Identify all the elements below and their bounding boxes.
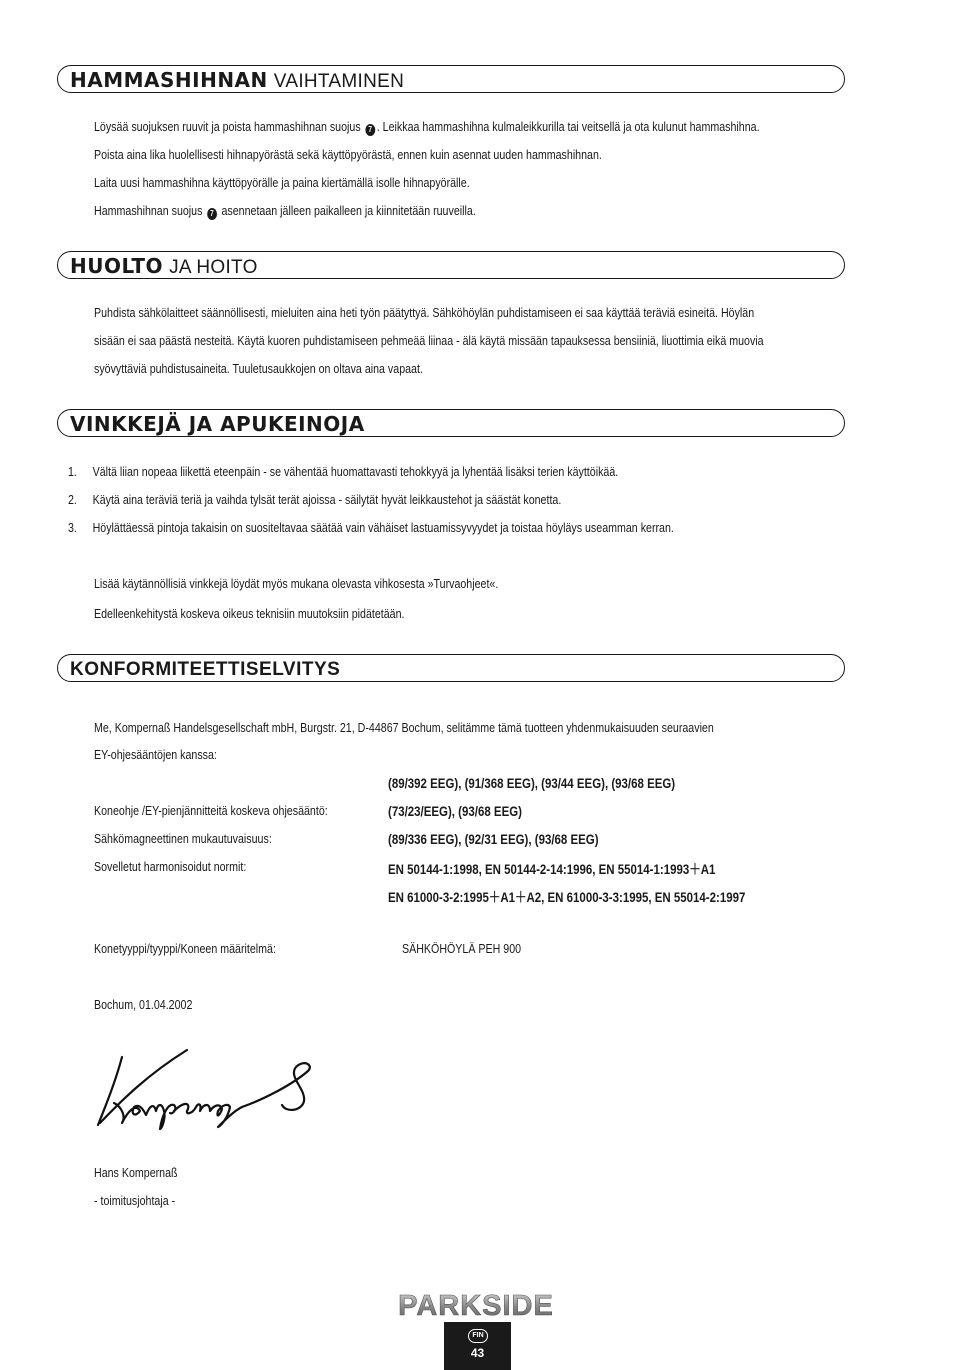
section-title-light: VAIHTAMINEN (273, 71, 405, 92)
belt-line: Poista aina lika huolellisesti hihnapyörästä sekä käyttöpyörästä, ennen kuin asennat uuden hammashihnan. (94, 147, 602, 162)
signer-title: - toimitusjohtaja - (94, 1193, 176, 1208)
care-line: Puhdista sähkölaitteet säännöllisesti, mieluiten aina heti työn päätyttyä. Sähköhöylän puhdistamiseen ei saa käyttää teräviä esineitä. Höylän (94, 305, 755, 320)
belt-line (94, 197, 760, 225)
tips-list (68, 458, 674, 542)
belt-line-text: Hammashihnan suojus (94, 203, 203, 218)
list-item-text: Käytä aina teräviä teriä ja vaihda tylsät terät ajoissa - säilytät hyvät leikkaustehot ja säästät konetta. (92, 492, 562, 507)
section-header-tips (57, 409, 845, 437)
page-number-box (444, 1322, 511, 1370)
section-header-belt (57, 65, 845, 93)
care-line: syövyttäviä puhdistusaineita. Tuuletusaukkojen on oltava aina vapaat. (94, 361, 423, 376)
list-item-text: Vältä liian nopeaa liikettä eteenpäin - se vähentää huomattavasti tehokkyyä ja lyhentää lisäksi terien käyttöikää. (92, 464, 619, 479)
section-title-light: JA HOITO (169, 257, 258, 278)
directive-value: (89/336 EEG), (92/31 EEG), (93/68 EEG) (388, 831, 599, 847)
directive-label: Koneohje /EY-pienjännitteitä koskeva ohjesääntö: (94, 803, 328, 818)
brand-text: PARKSIDE (398, 1290, 554, 1322)
section-header-care (57, 251, 845, 279)
care-paragraph (94, 299, 764, 383)
list-item (68, 458, 674, 486)
parkside-logo (384, 1288, 568, 1322)
page-number: 43 (470, 1346, 485, 1360)
machine-type-value: SÄHKÖHÖYLÄ PEH 900 (402, 941, 522, 956)
section-title-bold: HUOLTO (70, 254, 164, 278)
directive-label: Sovelletut harmonisoidut normit: (94, 859, 247, 874)
conformity-intro-line: Me, Kompernaß Handelsgesellschaft mbH, Burgstr. 21, D-44867 Bochum, selitämme tämä tuotteen yhdenmukaisuuden seuraavien (94, 720, 714, 735)
section-title-bold: HAMMASHIHNAN (70, 68, 268, 92)
signature (92, 1045, 322, 1130)
list-item (68, 514, 674, 542)
list-item-text: Höylättäessä pintoja takaisin on suositeltavaa säätää vain vähäiset lastuamissyvyydet ja toistaa höyläys useamman kerran. (92, 520, 674, 535)
tips-note: Lisää käytännöllisiä vinkkejä löydät myös mukana olevasta vihkosesta »Turvaohjeet«. (94, 576, 499, 591)
list-item-number: 1. (68, 464, 77, 479)
place-date: Bochum, 01.04.2002 (94, 997, 193, 1012)
belt-paragraph (94, 113, 760, 225)
directive-value: EN 61000-3-2:1995＋A1＋A2, EN 61000-3-3:1995, EN 55014-2:1997 (388, 889, 746, 905)
section-title-bold: VINKKEJÄ JA APUKEINOJA (70, 412, 365, 436)
directive-value: (73/23/EEG), (93/68 EEG) (388, 803, 522, 819)
belt-line: Laita uusi hammashihna käyttöpyörälle ja paina kiertämällä isolle hihnapyörälle. (94, 175, 470, 190)
signer-name: Hans Kompernaß (94, 1165, 178, 1180)
part-7-marker-icon: 7 (207, 208, 217, 220)
belt-line-text: . Leikkaa hammashihna kulmaleikkurilla tai veitsellä ja ota kulunut hammashihna. (376, 119, 760, 134)
language-badge: FIN (468, 1329, 488, 1343)
tips-small-note: Edelleenkehitystä koskeva oikeus teknisiin muutoksiin pidätetään. (94, 606, 405, 621)
list-item-number: 2. (68, 492, 77, 507)
care-line: sisään ei saa päästä nesteitä. Käytä kuoren puhdistamiseen pehmeää liinaa - älä käytä missään tapauksessa bensiiniä, liuottimia eikä muovia (94, 333, 764, 348)
machine-type-label: Konetyyppi/tyyppi/Koneen määritelmä: (94, 941, 276, 956)
belt-line-text: Löysää suojuksen ruuvit ja poista hammashihnan suojus (94, 119, 361, 134)
conformity-intro-line: EY-ohjesääntöjen kanssa: (94, 747, 217, 762)
directive-value: EN 50144-1:1998, EN 50144-2-14:1996, EN 55014-1:1993＋A1 (388, 861, 716, 877)
part-7-marker-icon: 7 (365, 124, 375, 136)
section-title: KONFORMITEETTISELVITYS (70, 659, 341, 680)
list-item (68, 486, 674, 514)
directive-label: Sähkömagneettinen mukautuvaisuus: (94, 831, 272, 846)
list-item-number: 3. (68, 520, 77, 535)
section-header-conformity (57, 654, 845, 682)
belt-line (94, 113, 760, 141)
belt-line-text: asennetaan jälleen paikalleen ja kiinnitetään ruuveilla. (221, 203, 476, 218)
directive-value: (89/392 EEG), (91/368 EEG), (93/44 EEG), (93/68 EEG) (388, 775, 676, 791)
